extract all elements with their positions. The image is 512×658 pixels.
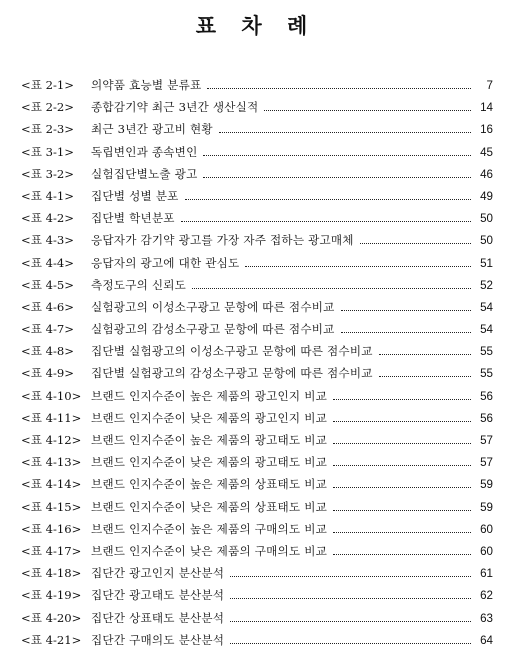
toc-leader <box>264 109 471 111</box>
toc-page-number: 56 <box>480 389 493 403</box>
toc-label: <표 4-5> <box>21 277 74 292</box>
toc-title: 브랜드 인지수준이 낮은 제품의 상표태도 비교 <box>91 499 328 514</box>
toc-label: <표 4-4> <box>21 255 74 270</box>
toc-title: 집단간 광고인지 분산분석 <box>91 566 225 581</box>
toc-leader <box>333 509 471 511</box>
toc-title: 집단별 실험광고의 감성소구광고 문항에 따른 점수비교 <box>91 366 373 381</box>
toc-leader <box>341 309 471 311</box>
toc-title: 브랜드 인지수준이 높은 제품의 구매의도 비교 <box>91 521 328 536</box>
toc-title: 의약품 효능별 분류표 <box>91 78 202 92</box>
toc-label: <표 4-6> <box>21 299 74 314</box>
toc-title: 브랜드 인지수준이 높은 제품의 광고인지 비교 <box>91 388 328 403</box>
toc-row[interactable] <box>21 340 493 362</box>
toc-page-number: 46 <box>480 167 493 181</box>
toc-row[interactable] <box>21 385 493 407</box>
toc-label: <표 4-12> <box>21 433 82 447</box>
toc-row[interactable] <box>21 207 493 229</box>
toc-label: <표 4-9> <box>21 366 74 381</box>
toc-title: 집단별 성별 분포 <box>91 188 179 203</box>
toc-label: <표 4-1> <box>21 188 74 203</box>
toc-row[interactable] <box>21 318 493 340</box>
toc-row[interactable] <box>21 118 493 140</box>
toc-row[interactable] <box>21 407 493 429</box>
toc-page-number: 59 <box>480 500 493 514</box>
toc-page-number: 63 <box>480 611 493 625</box>
table-of-contents <box>21 74 493 651</box>
toc-leader <box>219 131 471 133</box>
toc-page-number: 57 <box>480 434 493 447</box>
toc-page-number: 16 <box>480 123 493 137</box>
toc-page-number: 60 <box>480 544 493 558</box>
toc-row[interactable] <box>21 362 493 384</box>
toc-label: <표 4-14> <box>21 477 82 492</box>
toc-title: 집단간 상표태도 분산분석 <box>91 610 225 625</box>
toc-leader <box>203 176 471 178</box>
toc-page-number: 55 <box>480 367 493 381</box>
toc-leader <box>203 154 471 156</box>
toc-row[interactable] <box>21 252 493 274</box>
toc-page-number: 60 <box>480 522 493 536</box>
toc-page-number: 54 <box>480 323 493 337</box>
toc-title: 실험집단별노출 광고 <box>91 166 198 181</box>
toc-row[interactable] <box>21 429 493 451</box>
toc-title: 브랜드 인지수준이 낮은 제품의 구매의도 비교 <box>91 543 328 558</box>
toc-label: <표 2-3> <box>21 122 74 137</box>
toc-page-number: 51 <box>480 256 493 270</box>
toc-title: 집단별 학년분포 <box>91 211 175 226</box>
toc-leader <box>185 198 471 200</box>
toc-label: <표 3-1> <box>21 144 74 159</box>
toc-row[interactable] <box>21 473 493 495</box>
toc-row[interactable] <box>21 163 493 185</box>
toc-page-number: 7 <box>486 79 493 92</box>
toc-label: <표 4-8> <box>21 344 74 359</box>
toc-leader <box>181 220 471 222</box>
toc-row[interactable] <box>21 74 493 96</box>
toc-label: <표 2-2> <box>21 100 74 115</box>
toc-label: <표 4-20> <box>21 610 82 625</box>
toc-label: <표 4-7> <box>21 322 74 337</box>
toc-title: 측정도구의 신뢰도 <box>91 277 187 292</box>
toc-page-number: 57 <box>480 456 493 470</box>
toc-leader <box>333 442 471 444</box>
toc-row[interactable] <box>21 496 493 518</box>
toc-label: <표 4-17> <box>21 543 82 558</box>
page-title: 표 차 례 <box>195 13 317 38</box>
toc-page-number: 45 <box>480 145 493 159</box>
toc-title: 집단별 실험광고의 이성소구광고 문항에 따른 점수비교 <box>91 344 373 359</box>
toc-label: <표 4-11> <box>21 410 82 425</box>
toc-label: <표 4-16> <box>21 521 82 536</box>
toc-leader <box>341 331 471 333</box>
toc-title: 응답자의 광고에 대한 관심도 <box>91 255 240 270</box>
toc-title: 집단간 광고태도 분산분석 <box>91 588 225 603</box>
toc-row[interactable] <box>21 607 493 629</box>
toc-leader <box>333 486 471 488</box>
toc-leader <box>333 464 471 466</box>
toc-title: 독립변인과 종속변인 <box>91 144 198 159</box>
toc-leader <box>230 620 471 622</box>
toc-title: 실험광고의 감성소구광고 문항에 따른 점수비교 <box>91 322 335 337</box>
toc-page-number: 50 <box>480 234 493 248</box>
toc-title: 집단간 구매의도 분산분석 <box>91 632 225 647</box>
toc-row[interactable] <box>21 274 493 296</box>
toc-page-number: 54 <box>480 300 493 314</box>
toc-label: <표 3-2> <box>21 166 74 181</box>
toc-row[interactable] <box>21 562 493 584</box>
toc-page-number: 62 <box>480 589 493 603</box>
toc-page-number: 64 <box>480 633 493 647</box>
toc-page-number: 49 <box>480 189 493 203</box>
toc-row[interactable] <box>21 584 493 606</box>
toc-row[interactable] <box>21 185 493 207</box>
toc-title: 종합감기약 최근 3년간 생산실적 <box>91 100 259 115</box>
toc-row[interactable] <box>21 518 493 540</box>
toc-leader <box>333 531 471 533</box>
toc-title: 브랜드 인지수준이 높은 제품의 광고태도 비교 <box>91 433 328 447</box>
toc-leader <box>192 287 471 289</box>
toc-row[interactable] <box>21 229 493 251</box>
toc-title: 응답자가 감기약 광고를 가장 자주 접하는 광고매체 <box>91 233 354 248</box>
toc-leader <box>245 265 471 267</box>
toc-leader <box>230 642 471 644</box>
toc-leader <box>230 597 471 599</box>
toc-row[interactable] <box>21 141 493 163</box>
toc-label: <표 4-18> <box>21 566 82 581</box>
toc-page-number: 61 <box>480 567 493 581</box>
toc-leader <box>333 398 471 400</box>
toc-row[interactable] <box>21 629 493 651</box>
toc-label: <표 4-3> <box>21 233 74 248</box>
toc-leader <box>333 553 471 555</box>
toc-page-number: 50 <box>480 212 493 226</box>
toc-page-number: 52 <box>480 278 493 292</box>
toc-page-number: 56 <box>480 411 493 425</box>
toc-leader <box>379 375 471 377</box>
toc-title: 최근 3년간 광고비 현황 <box>91 122 213 137</box>
toc-title: 실험광고의 이성소구광고 문항에 따른 점수비교 <box>91 299 335 314</box>
toc-label: <표 4-2> <box>21 211 74 226</box>
toc-leader <box>333 420 471 422</box>
toc-label: <표 4-10> <box>21 388 82 403</box>
toc-row[interactable] <box>21 451 493 473</box>
toc-page-number: 55 <box>480 345 493 359</box>
toc-label: <표 4-19> <box>21 588 82 603</box>
toc-page-number: 14 <box>480 101 493 115</box>
toc-title: 브랜드 인지수준이 낮은 제품의 광고인지 비교 <box>91 410 328 425</box>
toc-label: <표 4-13> <box>21 455 82 470</box>
toc-row[interactable] <box>21 96 493 118</box>
toc-label: <표 4-21> <box>21 632 82 647</box>
toc-title: 브랜드 인지수준이 낮은 제품의 광고태도 비교 <box>91 455 328 470</box>
toc-row[interactable] <box>21 540 493 562</box>
toc-leader <box>207 87 471 89</box>
toc-page-number: 59 <box>480 478 493 492</box>
toc-label: <표 4-15> <box>21 499 82 514</box>
toc-label: <표 2-1> <box>21 78 74 92</box>
toc-leader <box>230 575 471 577</box>
toc-leader <box>379 353 471 355</box>
toc-title: 브랜드 인지수준이 높은 제품의 상표태도 비교 <box>91 477 328 492</box>
toc-row[interactable] <box>21 296 493 318</box>
toc-leader <box>360 242 471 244</box>
